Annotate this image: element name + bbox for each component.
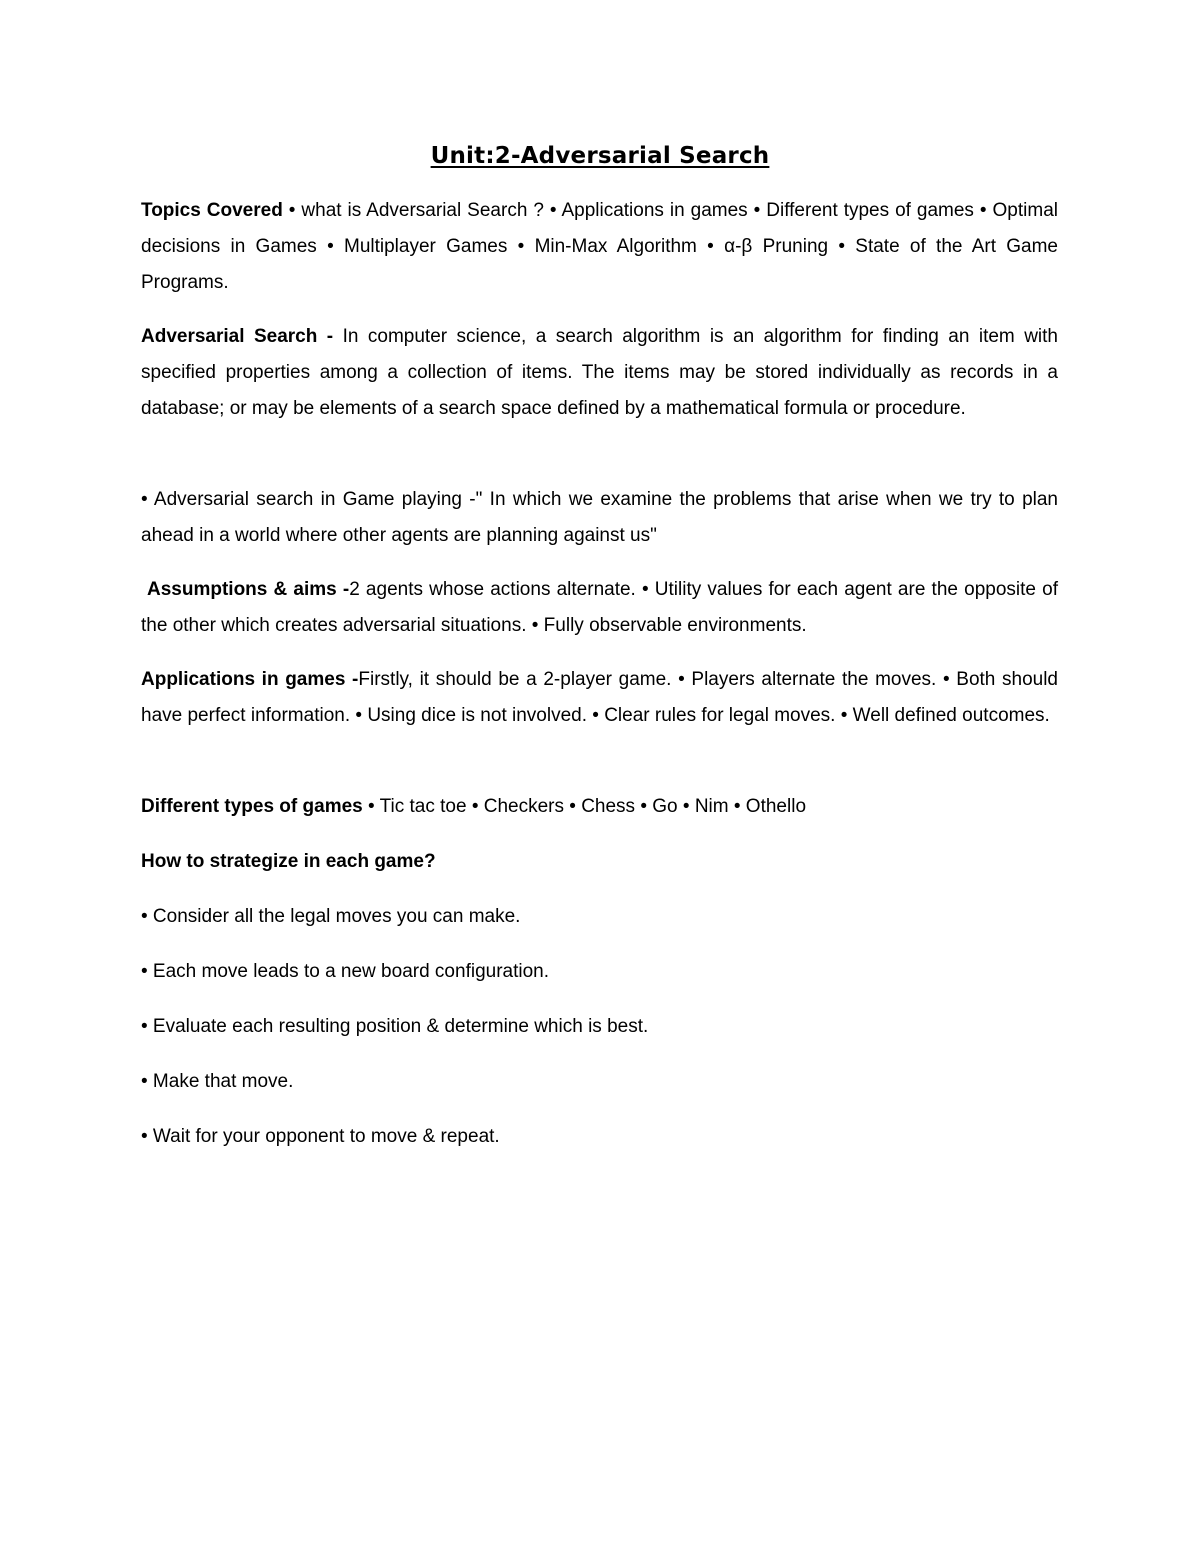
page-title: Unit:2-Adversarial Search	[430, 143, 770, 169]
assumptions-paragraph	[141, 572, 1058, 644]
topics-paragraph	[141, 193, 1058, 301]
strategy-item: • Each move leads to a new board configuration.	[141, 961, 550, 982]
strategy-item: • Wait for your opponent to move & repeat.	[141, 1126, 500, 1147]
game-playing-paragraph	[141, 482, 1058, 554]
applications-heading: Applications in games -	[141, 669, 359, 690]
assumptions-text: 2 agents whose actions alternate. • Utility values for each agent are the opposite of the other which creates adversarial situations. • Fully observable environments.	[141, 579, 1058, 636]
adversarial-search-heading: Adversarial Search -	[141, 326, 343, 347]
adversarial-search-paragraph	[141, 319, 1058, 427]
strategize-heading: How to strategize in each game?	[141, 851, 436, 872]
game-types-paragraph	[141, 789, 806, 825]
game-types-text: • Tic tac toe • Checkers • Chess • Go • Nim • Othello	[362, 796, 807, 817]
strategy-item: • Make that move.	[141, 1071, 294, 1092]
adversarial-search-text: In computer science, a search algorithm is an algorithm for finding an item with specified properties among a collection of items. The items may be stored individually as records in a database; or may be elements of a search space defined by a mathematical formula or procedure.	[141, 326, 1059, 419]
strategy-item: • Evaluate each resulting position & determine which is best.	[141, 1016, 649, 1037]
game-playing-text: • Adversarial search in Game playing -" In which we examine the problems that arise when we try to plan ahead in a world where other agents are planning against us"	[141, 489, 1058, 546]
applications-paragraph	[141, 662, 1058, 734]
topics-text: • what is Adversarial Search ? • Applications in games • Different types of games • Optimal decisions in Games • Multiplayer Games • Min-Max Algorithm • α-β Pruning • State of the Art Game Programs.	[141, 200, 1058, 293]
applications-text: Firstly, it should be a 2-player game. • Players alternate the moves. • Both should have perfect information. • Using dice is not involved. • Clear rules for legal moves. • Well defined outcomes.	[141, 669, 1058, 726]
strategy-item: • Consider all the legal moves you can make.	[141, 906, 521, 927]
game-types-heading: Different types of games	[141, 796, 363, 817]
topics-heading: Topics Covered	[141, 200, 283, 221]
assumptions-heading: Assumptions & aims -	[147, 579, 350, 600]
